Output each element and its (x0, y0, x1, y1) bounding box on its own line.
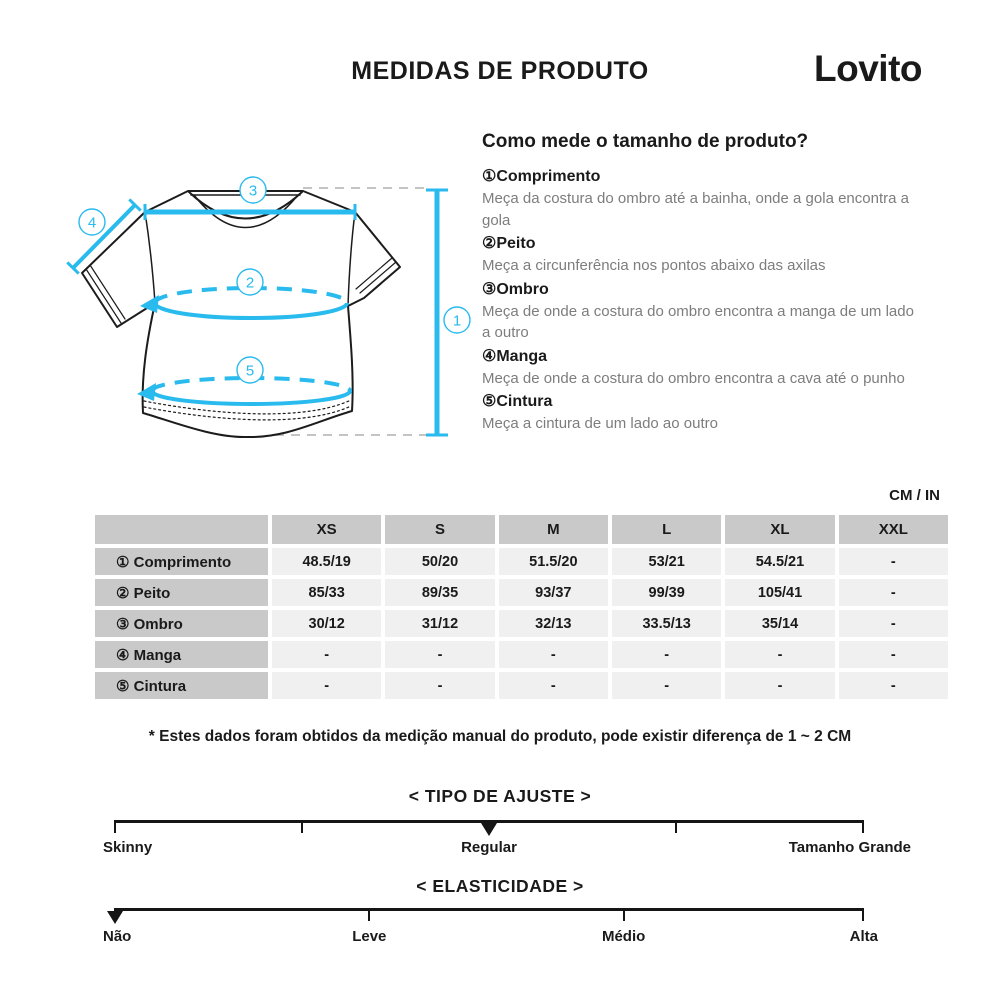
column-header-l: L (612, 515, 721, 544)
fit-scale-labels (103, 839, 911, 859)
fit-tick (301, 820, 303, 833)
brand-logo: Lovito (814, 48, 922, 89)
fit-tick (114, 820, 116, 833)
guide-item-label-comprimento: ①Comprimento (482, 168, 601, 185)
elasticity-scale-line (115, 908, 863, 911)
table-cell: 32/13 (499, 610, 608, 637)
guide-item-desc-comprimento: Meça da costura do ombro até a bainha, onde a gola encontra a gola (482, 190, 909, 229)
table-cell: 99/39 (612, 579, 721, 606)
measurement-disclaimer: * Estes dados foram obtidos da medição manual do produto, pode existir diferença de 1 ~ 2 CM (148, 728, 852, 745)
measure-guide (482, 131, 944, 435)
tshirt-measurement-diagram (55, 148, 475, 478)
table-cell: 54.5/21 (725, 548, 834, 575)
table-cell: - (612, 672, 721, 699)
guide-item-label-ombro: ③Ombro (482, 280, 549, 298)
guide-item-desc-peito: Meça a circunferência nos pontos abaixo das axilas (482, 257, 826, 274)
fit-tick (862, 820, 864, 833)
fit-scale-title: < TIPO DE AJUSTE > (408, 786, 592, 806)
fit-label-regular: Regular (461, 839, 517, 856)
table-cell: - (499, 641, 608, 668)
row-label-manga: ④ Manga (95, 641, 268, 668)
row-label-cintura: ⑤ Cintura (95, 672, 268, 699)
svg-text:3: 3 (248, 182, 258, 200)
column-header-m: M (499, 515, 608, 544)
table-cell: - (839, 548, 948, 575)
table-cell: 105/41 (725, 579, 834, 606)
column-header-xxl: XXL (839, 515, 948, 544)
table-cell: 51.5/20 (499, 548, 608, 575)
table-cell: - (725, 641, 834, 668)
table-cell: - (612, 641, 721, 668)
table-cell: 50/20 (385, 548, 494, 575)
table-cell: 35/14 (725, 610, 834, 637)
table-cell: - (839, 610, 948, 637)
table-cell: 30/12 (272, 610, 381, 637)
elasticity-label-medio: Médio (601, 928, 646, 945)
fit-tick (675, 820, 677, 833)
svg-text:4: 4 (87, 214, 97, 232)
table-cell: - (839, 579, 948, 606)
fit-marker-icon (481, 823, 497, 836)
elasticity-tick (862, 908, 864, 921)
table-cell: - (839, 641, 948, 668)
table-cell: 48.5/19 (272, 548, 381, 575)
row-label-comprimento: ① Comprimento (95, 548, 268, 575)
guide-item-label-manga: ④Manga (482, 347, 548, 365)
guide-item-desc-cintura: Meça a cintura de um lado ao outro (482, 415, 718, 432)
column-header-xl: XL (725, 515, 834, 544)
column-header-xs: XS (272, 515, 381, 544)
elasticity-marker-icon (107, 911, 123, 924)
table-cell: 33.5/13 (612, 610, 721, 637)
elasticity-label-alta: Alta (849, 928, 878, 945)
table-cell: - (499, 672, 608, 699)
guide-item-desc-manga: Meça de onde a costura do ombro encontra a cava até o punho (482, 369, 905, 387)
table-cell: 53/21 (612, 548, 721, 575)
table-cell: - (272, 672, 381, 699)
table-cell: - (385, 672, 494, 699)
unit-label: CM / IN (889, 487, 940, 504)
fit-label-skinny: Skinny (103, 839, 153, 856)
table-cell: 85/33 (272, 579, 381, 606)
table-cell: - (385, 641, 494, 668)
size-table (95, 515, 948, 699)
column-header-s: S (385, 515, 494, 544)
elasticity-scale-title: < ELASTICIDADE > (416, 876, 584, 896)
guide-heading: Como mede o tamanho de produto? (482, 131, 809, 152)
elasticity-tick (368, 908, 370, 921)
guide-item-label-peito: ②Peito (482, 235, 536, 252)
fit-label-tamanho-grande: Tamanho Grande (788, 839, 911, 856)
row-label-ombro: ③ Ombro (95, 610, 268, 637)
guide-item-label-cintura: ⑤Cintura (482, 393, 553, 410)
table-cell: 93/37 (499, 579, 608, 606)
elasticity-scale-labels (103, 928, 878, 948)
elasticity-label-leve: Leve (352, 928, 387, 945)
row-label-peito: ② Peito (95, 579, 268, 606)
fit-scale-line (115, 820, 863, 823)
table-cell: 89/35 (385, 579, 494, 606)
table-corner-cell (95, 515, 268, 544)
table-cell: - (839, 672, 948, 699)
svg-text:5: 5 (245, 362, 255, 380)
guide-item-desc-ombro: Meça de onde a costura do ombro encontra a manga de um lado a outro (482, 302, 914, 341)
svg-text:2: 2 (245, 274, 255, 292)
table-cell: - (272, 641, 381, 668)
tshirt-outline (82, 191, 400, 437)
table-cell: - (725, 672, 834, 699)
table-cell: 31/12 (385, 610, 494, 637)
elasticity-label-nao: Não (103, 928, 132, 945)
page-title: MEDIDAS DE PRODUTO (351, 57, 649, 85)
elasticity-tick (623, 908, 625, 921)
svg-text:1: 1 (452, 312, 462, 330)
